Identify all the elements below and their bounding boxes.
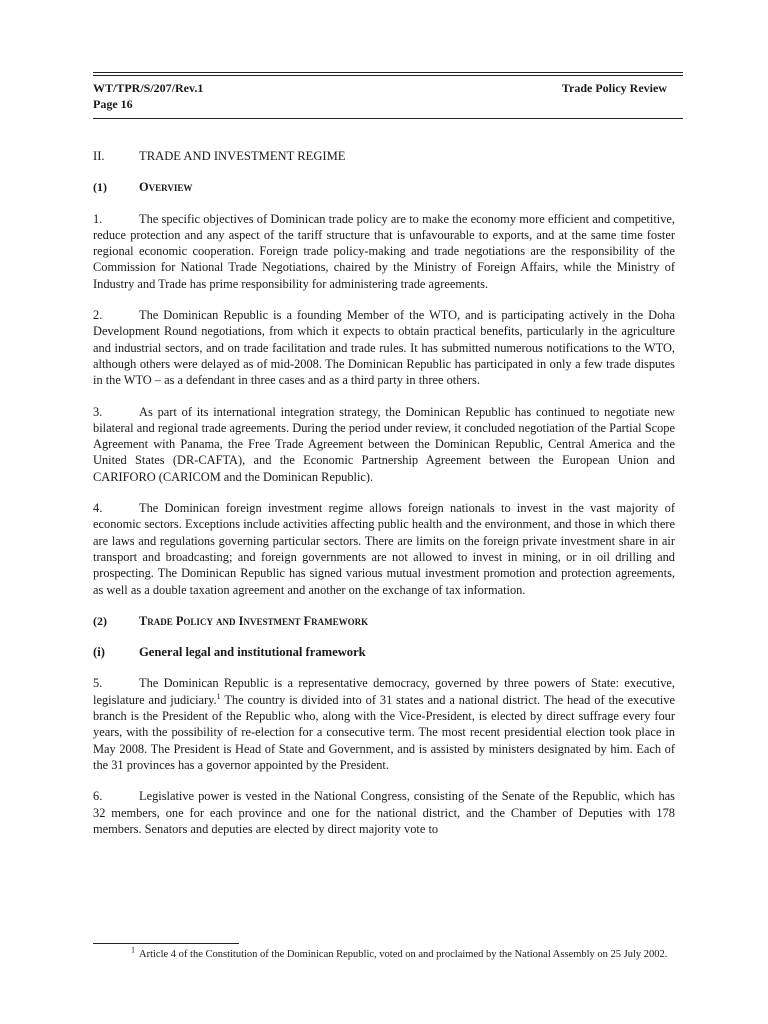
footnote-rule: [93, 943, 239, 944]
paragraph-number: 6.: [93, 789, 103, 804]
subsubsection-title: General legal and institutional framework: [139, 645, 366, 660]
paragraph-text: Legislative power is vested in the National Congress, consisting of the Senate of the Republic, which has 32 members, one for each province and one for the national district, and the Chamber of Deputies with 178 members. Senators and deputies are elected by direct majority vote to: [93, 789, 675, 836]
footnote-number: 1: [131, 945, 135, 955]
subsection-title: Trade Policy and Investment Framework: [139, 613, 369, 628]
subsubsection-number: (i): [93, 645, 105, 660]
paragraph-6: [93, 788, 675, 837]
paragraph-text-b: The country is divided into of 31 states and a national district. The head of the executive branch is the President of the Republic who, along with the Vice-President, is elected by direct suffrage every four years, with the possibility of re-election for a consecutive term. The most recent presidential election took place in May 2008. The President is Head of State and Government, and is assisted by ministers designated by him. Each of the 31 provinces has a governor appointed by the President.: [93, 692, 675, 772]
subsubsection-heading: [93, 644, 675, 660]
subsection-heading-overview: [93, 179, 675, 195]
paragraph-text: The Dominican Republic is a founding Member of the WTO, and is participating actively in the Doha Development Round negotiations, from which it expects to obtain practical benefits, particularly in the agriculture and industrial sectors, and on trade facilitation and trade rules. It has submitted numerous notifications to the WTO, although others were delayed as of mid-2008. The Dominican Republic has participated in only a few trade disputes in the WTO – as a defendant in three cases and as a third party in three others.: [93, 308, 675, 388]
paragraph-4: [93, 500, 675, 598]
header-rule-bottom: [93, 118, 683, 119]
subsection-title: Overview: [139, 180, 193, 195]
paragraph-text: The specific objectives of Dominican trade policy are to make the economy more efficient and competitive, reduce protection and any aspect of the tariff structure that is unfavourable to exports, and at the same time foster regional economic cooperation. Foreign trade policy-making and trade negotiations are the responsibility of the Commission for National Trade Negotiations, chaired by the Ministry of Foreign Affairs, while the Ministry of Industry and Trade has prime responsibility for administering trade agreements.: [93, 211, 675, 291]
footnote-reference[interactable]: 1: [216, 691, 221, 701]
subsection-number: (1): [93, 180, 107, 195]
page-number: Page 16: [93, 97, 133, 111]
header-title: Trade Policy Review: [561, 81, 667, 95]
paragraph-3: [93, 404, 675, 485]
paragraph-text-a: The Dominican Republic is a representative democracy, governed by three powers of State: executive, legislature and judiciary.: [93, 676, 675, 707]
header-rule-top-second: [93, 75, 683, 76]
doc-symbol: WT/TPR/S/207/Rev.1: [93, 81, 204, 95]
paragraph-text: The Dominican foreign investment regime allows foreign nationals to invest in the vast majority of economic sectors. Exceptions include activities affecting public health and the environment, and those in which there are laws and regulations governing particular sectors. There are limits on the foreign private investment share in air transport and broadcasting; and foreign governments are not allowed to invest in mining, or in oil drilling and prospecting. The Dominican Republic has signed various mutual investment promotion and protection agreements, as well as a double taxation agreement and another on the exchange of tax information.: [93, 501, 675, 597]
subsection-number: (2): [93, 613, 107, 628]
footnote: [93, 945, 675, 962]
paragraph-number: 3.: [93, 404, 103, 419]
paragraph-5: [93, 675, 675, 773]
paragraph-2: [93, 307, 675, 388]
subsection-heading-framework: [93, 613, 675, 629]
paragraph-text: As part of its international integration strategy, the Dominican Republic has continued to negotiate new bilateral and regional trade agreements. During the period under review, it concluded negotiation of the Partial Scope Agreement with Panama, the Free Trade Agreement between the Dominican Republic, Central America and the United States (DR-CAFTA), and the Economic Partnership Agreement between the European Union and CARIFORO (CARICOM and the Dominican Republic).: [93, 404, 675, 484]
paragraph-number: 2.: [93, 308, 103, 323]
section-number: II.: [93, 149, 105, 163]
document-body: [93, 148, 675, 852]
paragraph-number: 5.: [93, 676, 103, 691]
footnote-text: Article 4 of the Constitution of the Dominican Republic, voted on and proclaimed by the National Assembly on 25 July 2002.: [139, 949, 668, 960]
header-left: [93, 80, 203, 112]
header-rule-top: [93, 72, 683, 73]
section-heading: [93, 148, 675, 164]
section-title: TRADE AND INVESTMENT REGIME: [139, 149, 346, 163]
paragraph-number: 4.: [93, 501, 103, 516]
paragraph-number: 1.: [93, 211, 103, 226]
footnote-marker: [93, 945, 139, 962]
paragraph-1: [93, 211, 675, 292]
